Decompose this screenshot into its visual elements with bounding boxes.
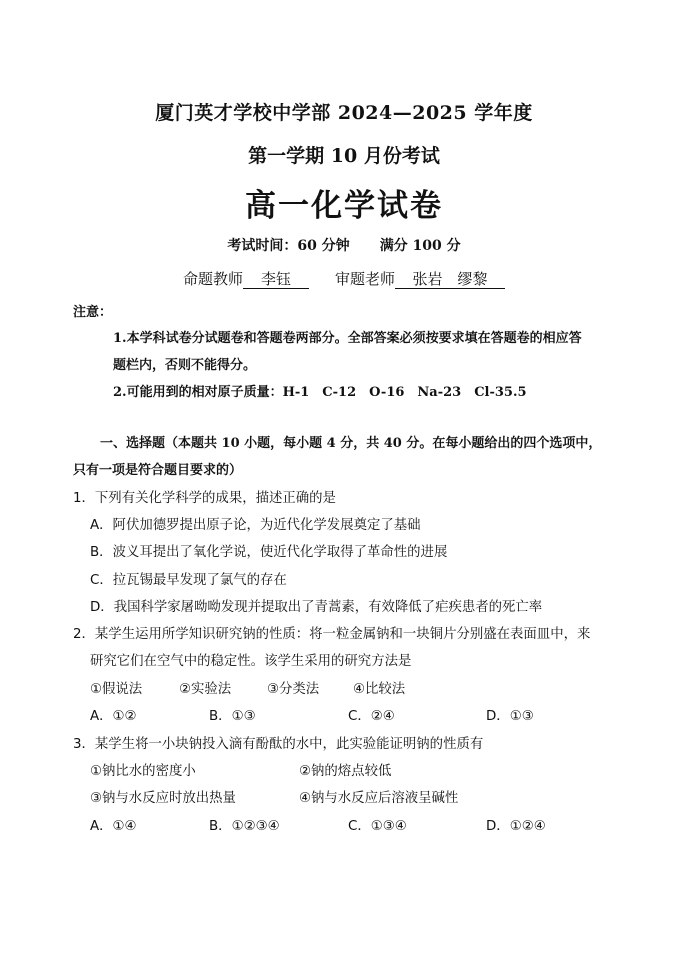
full-score: 满分 100 分 (379, 238, 461, 254)
exam-info (0, 235, 688, 255)
question-2-stem: 2．某学生运用所学知识研究钠的性质：将一粒金属钠和一块铜片分别盛在表面皿中，来 (73, 627, 591, 642)
question-2-stem-cont: 研究它们在空气中的稳定性。该学生采用的研究方法是 (90, 654, 412, 669)
exam-subtitle: 第一学期 10 月份考试 (248, 145, 440, 167)
question-1-stem: 1．下列有关化学科学的成果，描述正确的是 (73, 491, 336, 506)
question-1-option-c: C．拉瓦锡最早发现了氯气的存在 (90, 573, 287, 588)
section-heading: 一、选择题（本题共 10 小题，每小题 4 分，共 40 分。在每小题给出的四个选项中， (100, 436, 602, 451)
question-3-item-3: ③钠与水反应时放出热量 (90, 791, 236, 806)
question-2-choice-a: A．①② (90, 709, 137, 724)
question-1-option-d: D．我国科学家屠呦呦发现并提取出了青蒿素，有效降低了疟疾患者的死亡率 (90, 600, 543, 615)
question-3-item-4: ④钠与水反应后溶液呈碱性 (299, 791, 459, 806)
question-3-choice-a: A．①④ (90, 819, 137, 834)
exam-time: 考试时间：60 分钟 (227, 238, 350, 254)
question-3-stem: 3．某学生将一小块钠投入滴有酚酞的水中，此实验能证明钠的性质有 (73, 737, 484, 752)
note-item-1: 1.本学科试卷分试题卷和答题卷两部分。全部答案必须按要求填在答题卷的相应答 (113, 331, 582, 346)
question-2-choice-d: D．①③ (486, 709, 534, 724)
question-2-item-3: ③分类法 (267, 682, 320, 697)
note-item-1-cont: 题栏内，否则不能得分。 (113, 358, 257, 373)
question-3-item-2: ②钠的熔点较低 (299, 764, 392, 779)
question-2-item-4: ④比较法 (353, 682, 406, 697)
question-3-choice-c: C．①③④ (348, 819, 407, 834)
question-2-choice-b: B．①③ (209, 709, 256, 724)
section-heading-cont: 只有一项是符合题目要求的） (73, 463, 243, 478)
paper-title: 高一化学试卷 (245, 188, 443, 224)
question-3-choice-d: D．①②④ (486, 819, 546, 834)
question-3-choice-b: B．①②③④ (209, 819, 280, 834)
note-item-2: 2.可能用到的相对原子质量：H-1 C-12 O-16 Na-23 Cl-35.5 (113, 385, 527, 400)
question-3-item-1: ①钠比水的密度小 (90, 764, 196, 779)
reviewer-names: 张岩 缪黎 (395, 271, 505, 289)
question-1-option-b: B．波义耳提出了氧化学说，使近代化学取得了革命性的进展 (90, 545, 448, 560)
question-1-option-a: A．阿伏加德罗提出原子论，为近代化学发展奠定了基础 (90, 518, 421, 533)
question-2-item-1: ①假说法 (90, 682, 143, 697)
teacher-info (0, 268, 688, 289)
notes-heading: 注意： (73, 305, 113, 320)
setter-label: 命题教师 (182, 270, 243, 288)
reviewer-label: 审题老师 (335, 270, 396, 288)
setter-name: 李钰 (243, 271, 309, 289)
question-2-choice-c: C．②④ (348, 709, 395, 724)
question-2-item-2: ②实验法 (179, 682, 232, 697)
school-title: 厦门英才学校中学部 2024—2025 学年度 (155, 102, 533, 124)
